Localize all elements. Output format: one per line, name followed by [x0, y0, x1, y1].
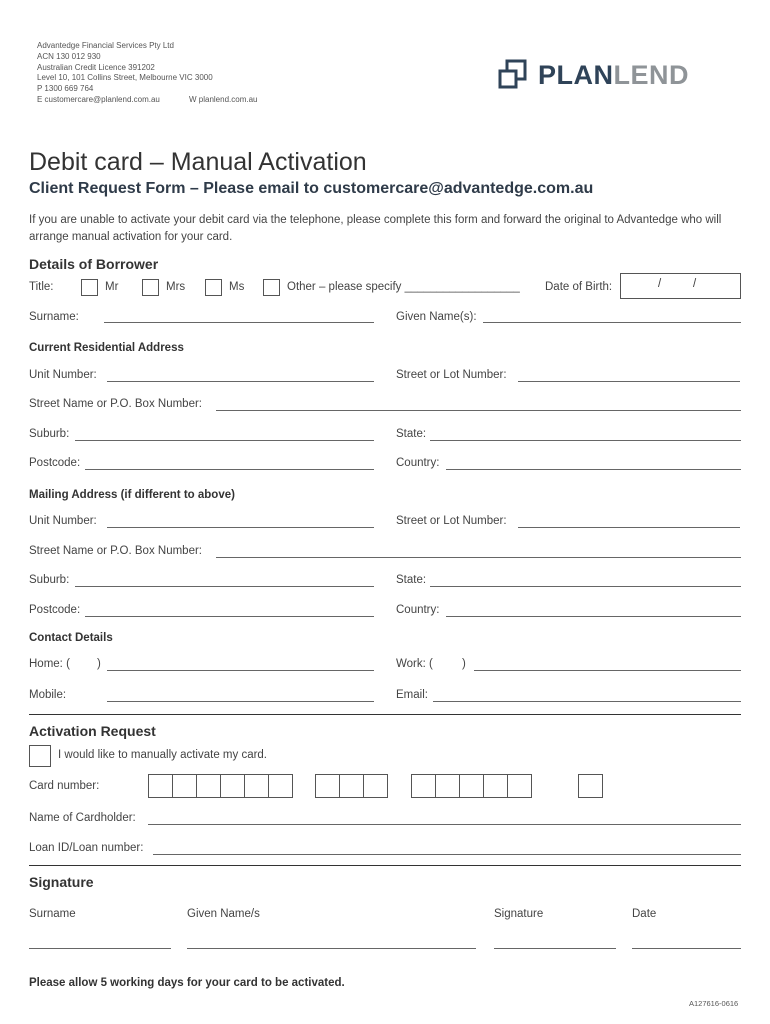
mail-suburb-field[interactable] — [75, 586, 374, 587]
contact-heading: Contact Details — [29, 632, 113, 644]
card-digit-box[interactable] — [484, 775, 508, 797]
sig-signature-label: Signature — [494, 908, 544, 920]
company-name: Advantedge Financial Services Pty Ltd — [37, 41, 174, 50]
sig-date-label: Date — [632, 908, 657, 920]
signature-heading: Signature — [29, 874, 94, 890]
dob-separator: / — [658, 278, 662, 290]
intro-text: If you are unable to activate your debit card via the telephone, please complete this form and forward the original to Advantedge who will arrange manual activation for your card. — [29, 214, 722, 243]
sig-surname-label: Surname — [29, 908, 76, 920]
title-mr-checkbox[interactable] — [81, 279, 98, 296]
card-digit-box[interactable] — [245, 775, 269, 797]
title-other-checkbox[interactable] — [263, 279, 280, 296]
res-suburb-field[interactable] — [75, 440, 374, 441]
mail-postcode-label: Postcode: — [29, 604, 81, 616]
cardholder-field[interactable] — [148, 824, 741, 825]
form-code: A127616-0616 — [689, 999, 739, 1008]
card-digit-box[interactable] — [508, 775, 531, 797]
dob-label: Date of Birth: — [545, 281, 613, 293]
processing-note: Please allow 5 working days for your card to be activated. — [29, 977, 345, 989]
company-phone: P 1300 669 764 — [37, 84, 94, 94]
company-info — [37, 41, 258, 106]
loan-id-field[interactable] — [153, 854, 741, 855]
sig-surname-field[interactable] — [29, 948, 171, 949]
work-phone-field[interactable] — [474, 670, 741, 671]
logo-mark-icon — [498, 59, 532, 91]
sig-signature-field[interactable] — [494, 948, 616, 949]
surname-field[interactable] — [104, 322, 374, 323]
work-paren-close: ) — [462, 658, 466, 670]
page-subtitle: Client Request Form – Please email to customercare@advantedge.com.au — [29, 180, 594, 197]
card-digit-box[interactable] — [221, 775, 245, 797]
title-mr-label: Mr — [105, 281, 119, 293]
res-postcode-label: Postcode: — [29, 457, 81, 469]
card-digit-box[interactable] — [364, 775, 387, 797]
mail-lot-label: Street or Lot Number: — [396, 515, 507, 527]
residential-heading: Current Residential Address — [29, 342, 184, 354]
mail-unit-label: Unit Number: — [29, 515, 97, 527]
res-unit-label: Unit Number: — [29, 369, 97, 381]
surname-label: Surname: — [29, 311, 79, 323]
title-mrs-checkbox[interactable] — [142, 279, 159, 296]
res-country-label: Country: — [396, 457, 440, 469]
given-name-field[interactable] — [483, 322, 741, 323]
card-digit-box[interactable] — [340, 775, 364, 797]
mail-suburb-label: Suburb: — [29, 574, 70, 586]
card-number-group-2[interactable] — [315, 774, 388, 798]
res-postcode-field[interactable] — [85, 469, 374, 470]
mail-unit-field[interactable] — [107, 527, 374, 528]
card-digit-box[interactable] — [316, 775, 340, 797]
company-acn: ACN 130 012 930 — [37, 51, 101, 61]
home-label: Home: ( — [29, 658, 70, 670]
mobile-label: Mobile: — [29, 689, 67, 701]
res-unit-field[interactable] — [107, 381, 374, 382]
page-title: Debit card – Manual Activation — [29, 148, 367, 176]
company-email: E customercare@planlend.com.au — [37, 94, 160, 104]
logo-text-lend: LEND — [613, 59, 689, 90]
res-lot-field[interactable] — [518, 381, 740, 382]
title-mrs-label: Mrs — [166, 281, 186, 293]
mail-state-field[interactable] — [430, 586, 741, 587]
res-street-label: Street Name or P.O. Box Number: — [29, 398, 202, 410]
mailing-heading: Mailing Address (if different to above) — [29, 489, 235, 501]
sig-given-field[interactable] — [187, 948, 476, 949]
email-field[interactable] — [433, 701, 741, 702]
title-ms-label: Ms — [229, 281, 245, 293]
work-label: Work: ( — [396, 658, 433, 670]
mail-street-field[interactable] — [216, 557, 741, 558]
loan-id-label: Loan ID/Loan number: — [29, 842, 144, 854]
email-label: Email: — [396, 689, 428, 701]
logo-text-plan: PLAN — [538, 59, 614, 90]
mail-postcode-field[interactable] — [85, 616, 374, 617]
sig-given-label: Given Name/s — [187, 908, 260, 920]
mail-country-field[interactable] — [446, 616, 741, 617]
card-digit-box[interactable] — [460, 775, 484, 797]
res-street-field[interactable] — [216, 410, 741, 411]
dob-separator: / — [693, 278, 697, 290]
borrower-heading: Details of Borrower — [29, 256, 159, 272]
card-digit-box[interactable] — [149, 775, 173, 797]
card-digit-box[interactable] — [197, 775, 221, 797]
card-digit-box[interactable] — [412, 775, 436, 797]
res-lot-label: Street or Lot Number: — [396, 369, 507, 381]
section-divider — [29, 714, 741, 715]
company-web: W planlend.com.au — [189, 94, 258, 104]
card-number-group-1[interactable] — [148, 774, 293, 798]
sig-date-field[interactable] — [632, 948, 741, 949]
card-number-label: Card number: — [29, 780, 100, 792]
title-label: Title: — [29, 281, 54, 293]
res-state-field[interactable] — [430, 440, 741, 441]
card-digit-box[interactable] — [269, 775, 292, 797]
mail-street-label: Street Name or P.O. Box Number: — [29, 545, 202, 557]
home-paren-close: ) — [97, 658, 101, 670]
mail-lot-field[interactable] — [518, 527, 740, 528]
res-country-field[interactable] — [446, 469, 741, 470]
mobile-field[interactable] — [107, 701, 374, 702]
given-name-label: Given Name(s): — [396, 311, 477, 323]
company-address: Level 10, 101 Collins Street, Melbourne VIC 3000 — [37, 73, 213, 83]
home-phone-field[interactable] — [107, 670, 374, 671]
title-ms-checkbox[interactable] — [205, 279, 222, 296]
planlend-logo — [498, 59, 689, 91]
card-digit-box[interactable] — [173, 775, 197, 797]
card-number-group-3[interactable] — [411, 774, 532, 798]
title-other-label[interactable]: Other – please specify __________________ — [287, 281, 520, 293]
cardholder-label: Name of Cardholder: — [29, 812, 136, 824]
section-divider — [29, 865, 741, 866]
mail-country-label: Country: — [396, 604, 440, 616]
dob-field[interactable] — [620, 273, 741, 299]
card-digit-box[interactable] — [579, 775, 602, 797]
card-digit-box[interactable] — [436, 775, 460, 797]
mail-state-label: State: — [396, 574, 427, 586]
res-suburb-label: Suburb: — [29, 428, 70, 440]
manual-activation-label: I would like to manually activate my card. — [58, 749, 268, 761]
manual-activation-checkbox[interactable] — [29, 745, 51, 767]
company-licence: Australian Credit Licence 391202 — [37, 62, 155, 72]
res-state-label: State: — [396, 428, 427, 440]
card-number-group-4[interactable] — [578, 774, 603, 798]
activation-heading: Activation Request — [29, 723, 156, 739]
